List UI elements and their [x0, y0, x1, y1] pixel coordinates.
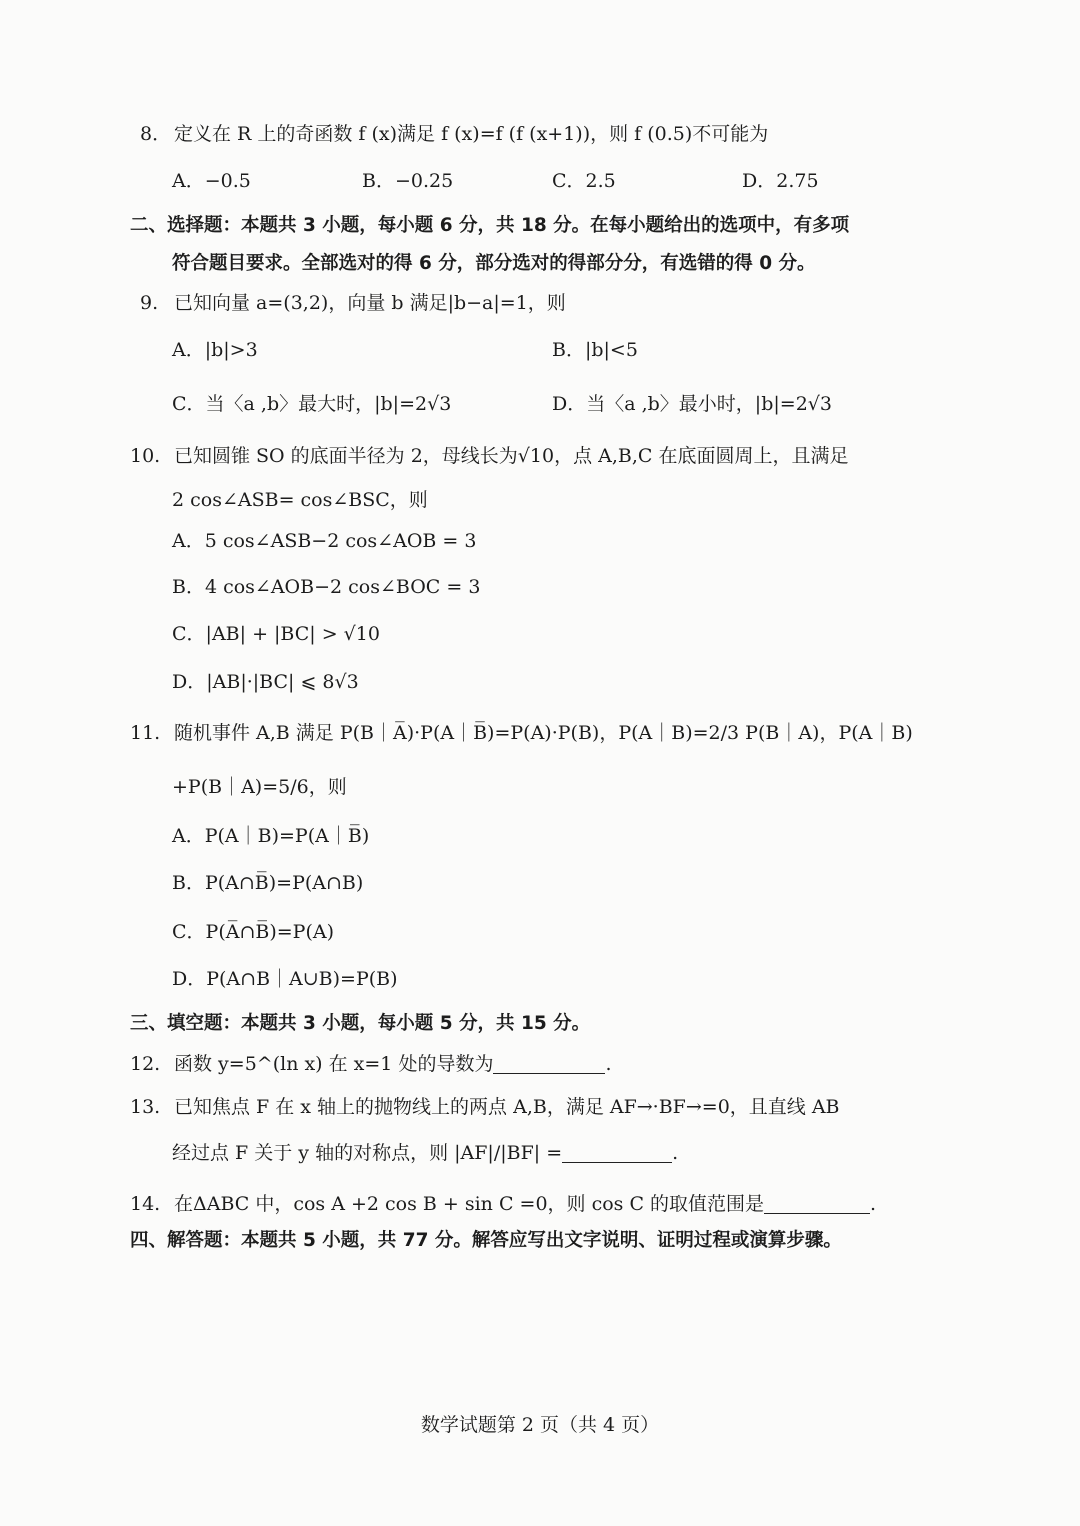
- question-number: 8．: [140, 123, 172, 145]
- answer-blank[interactable]: [493, 1055, 605, 1074]
- option-d: D．|AB|·|BC| ⩽ 8√3: [172, 671, 359, 693]
- q12-stem: [130, 1051, 612, 1077]
- option-d: D．2.75: [742, 170, 819, 192]
- option-a: A．−0.5: [172, 170, 251, 192]
- q14-stem: [130, 1191, 876, 1217]
- option-c: C．|AB| + |BC| > √10: [172, 623, 380, 645]
- answer-blank[interactable]: [562, 1144, 672, 1163]
- q13-stem: [130, 1094, 840, 1120]
- option-a: A．P(A｜B)=P(A｜B̅): [172, 825, 370, 847]
- section-heading: 四、解答题：本题共 5 小题，共 77 分。解答应写出文字说明、证明过程或演算步骤。: [130, 1230, 842, 1251]
- option-d: D．P(A∩B｜A∪B)=P(B): [172, 968, 398, 990]
- q11-stem: [130, 720, 913, 746]
- question-number: 12.: [130, 1053, 161, 1075]
- question-text: 经过点 F 关于 y 轴的对称点，则 |AF|/|BF| =: [172, 1142, 563, 1164]
- option-d: D．当〈a ,b〉最小时，|b|=2√3: [552, 393, 832, 415]
- line-end: .: [672, 1142, 679, 1164]
- q9-options-row1: [172, 337, 932, 363]
- question-number: 13.: [130, 1096, 161, 1118]
- q9-options-row2: [172, 391, 932, 417]
- line-end: .: [870, 1193, 877, 1215]
- option-a: A．|b|>3: [172, 339, 258, 361]
- option-b: B．|b|<5: [552, 339, 638, 361]
- option-c: C．2.5: [552, 170, 616, 192]
- answer-blank[interactable]: [764, 1195, 870, 1214]
- q11-stem-cont: +P(B｜A)=5/6，则: [172, 776, 347, 798]
- section-heading: 三、填空题：本题共 3 小题，每小题 5 分，共 15 分。: [130, 1013, 591, 1034]
- option-b: B．4 cos∠AOB−2 cos∠BOC = 3: [172, 576, 481, 598]
- option-c: C．当〈a ,b〉最大时，|b|=2√3: [172, 393, 452, 415]
- q8-stem: [140, 121, 768, 147]
- question-text: 已知焦点 F 在 x 轴上的抛物线上的两点 A,B，满足 AF→·BF→=0，且直线 AB: [174, 1096, 840, 1118]
- question-text: 在ΔABC 中，cos A +2 cos B + sin C =0，则 cos C 的取值范围是: [174, 1193, 765, 1215]
- question-number: 14.: [130, 1193, 161, 1215]
- q9-stem: [140, 290, 566, 316]
- q10-stem-cont: 2 cos∠ASB= cos∠BSC，则: [172, 489, 428, 511]
- question-text: 已知圆锥 SO 的底面半径为 2，母线长为√10，点 A,B,C 在底面圆周上，且满足: [174, 445, 849, 467]
- question-number: 11.: [130, 722, 161, 744]
- option-b: B．−0.25: [362, 170, 454, 192]
- q13-stem-cont: [172, 1140, 678, 1166]
- q10-stem: [130, 443, 848, 469]
- question-number: 9.: [140, 292, 159, 314]
- question-text: 随机事件 A,B 满足 P(B｜A̅)·P(A｜B̅)=P(A)·P(B)，P(A｜B)=2/3 P(B｜A)，P(A｜B): [174, 722, 913, 744]
- line-end: .: [605, 1053, 612, 1075]
- question-number: 10.: [130, 445, 161, 467]
- question-text: 已知向量 a=(3,2)，向量 b 满足|b−a|=1，则: [174, 292, 566, 314]
- question-text: 定义在 R 上的奇函数 f (x)满足 f (x)=f (f (x+1))，则 f (0.5)不可能为: [174, 123, 769, 145]
- q8-options: [172, 168, 932, 194]
- question-text: 函数 y=5^(ln x) 在 x=1 处的导数为: [174, 1053, 494, 1075]
- option-b: B．P(A∩B̅)=P(A∩B): [172, 872, 364, 894]
- option-a: A．5 cos∠ASB−2 cos∠AOB = 3: [172, 530, 477, 552]
- option-c: C．P(A̅∩B̅)=P(A): [172, 921, 335, 943]
- section-heading: 二、选择题：本题共 3 小题，每小题 6 分，共 18 分。在每小题给出的选项中，有多项: [130, 215, 850, 236]
- section-heading-cont: 符合题目要求。全部选对的得 6 分，部分选对的得部分分，有选错的得 0 分。: [172, 253, 816, 274]
- page-footer: 数学试题第 2 页（共 4 页）: [420, 1414, 660, 1436]
